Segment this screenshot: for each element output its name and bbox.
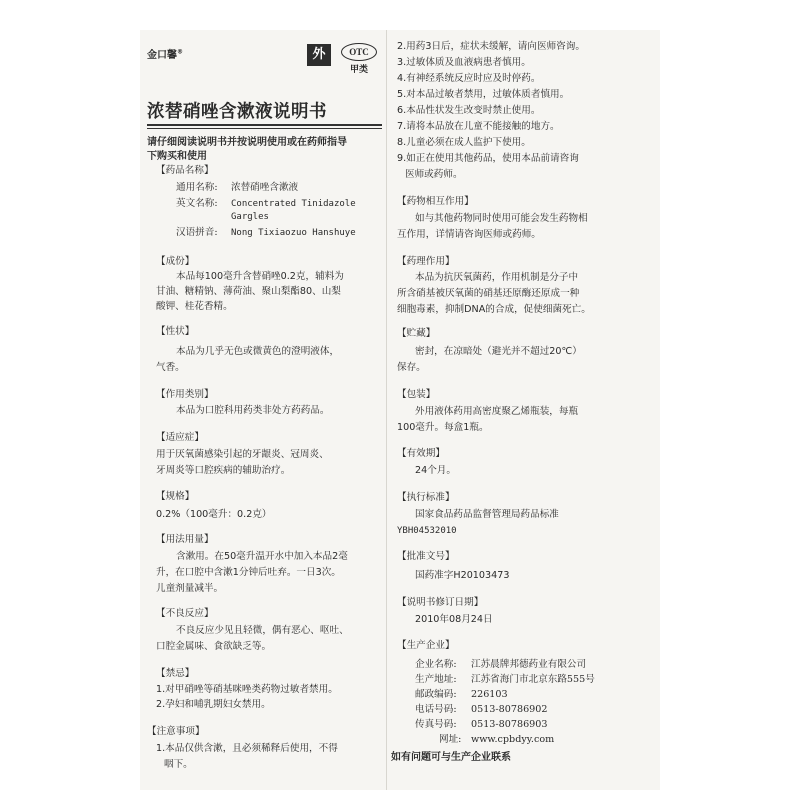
section-heading-appearance: 【性状】 [156, 326, 195, 337]
section-heading-manufacturer: 【生产企业】 [397, 640, 455, 651]
precaution-line: 6.本品性状发生改变时禁止使用。 [397, 105, 541, 116]
adverse-line: 口腔金属味、食欲缺乏等。 [156, 641, 272, 652]
english-name-label: 英文名称: [176, 198, 218, 209]
brand-name: 金口馨® [147, 48, 183, 61]
section-heading-category: 【作用类别】 [156, 389, 214, 400]
common-name-value: 浓替硝唑含漱液 [231, 182, 299, 193]
category-line: 本品为口腔科用药类非处方药药品。 [176, 405, 330, 416]
precaution-line: 3.过敏体质及血液病患者慎用。 [397, 57, 531, 68]
precaution-line: 咽下。 [164, 759, 193, 770]
precaution-line: 7.请将本品放在儿童不能接触的地方。 [397, 121, 560, 132]
validity-line: 24个月。 [415, 465, 456, 476]
standard-line: 国家食品药品监督管理局药品标准 [415, 509, 559, 520]
common-name-label: 通用名称: [176, 182, 218, 193]
section-heading-dosage: 【用法用量】 [156, 534, 214, 545]
precaution-line: 1.本品仅供含漱，且必须稀释后使用，不得 [156, 743, 338, 754]
precaution-line: 5.对本品过敏者禁用，过敏体质者慎用。 [397, 89, 570, 100]
section-heading-validity: 【有效期】 [397, 448, 445, 459]
package-line: 外用液体药用高密度聚乙烯瓶装，每瓶 [415, 406, 579, 417]
precaution-line: 医师或药师。 [405, 169, 463, 180]
composition-line: 甘油、糖精钠、薄荷油、聚山梨酯80、山梨 [156, 286, 341, 297]
section-heading-standard: 【执行标准】 [397, 492, 455, 503]
precaution-line: 4.有神经系统反应时应及时停药。 [397, 73, 541, 84]
indications-line: 牙周炎等口腔疾病的辅助治疗。 [156, 465, 291, 476]
storage-line: 保存。 [397, 362, 426, 373]
section-heading-specification: 【规格】 [156, 491, 195, 502]
contact-footer: 如有问题可与生产企业联系 [391, 752, 511, 763]
section-heading-approval: 【批准文号】 [397, 551, 455, 562]
title-rule [147, 124, 382, 126]
pinyin-label: 汉语拼音: [176, 227, 218, 238]
pharmacology-line: 细胞毒素，抑制DNA的合成，促使细菌死亡。 [397, 304, 591, 315]
composition-line: 酸钾、桂花香精。 [156, 301, 233, 312]
appearance-line: 本品为几乎无色或微黄色的澄明液体， [176, 346, 340, 357]
fax-value: 0513-80786903 [471, 719, 548, 730]
contraindication-line: 2.孕妇和哺乳期妇女禁用。 [156, 699, 271, 710]
precaution-line: 8.儿童必须在成人监护下使用。 [397, 137, 531, 148]
website-label: 网址: [439, 734, 462, 745]
section-heading-indications: 【适应症】 [156, 432, 204, 443]
section-heading-package: 【包装】 [397, 389, 436, 400]
notice-line-2: 下购买和使用 [147, 151, 207, 162]
address-label: 生产地址: [415, 674, 457, 685]
address-value: 江苏省海门市北京东路555号 [471, 674, 595, 685]
section-heading-interactions: 【药物相互作用】 [397, 196, 474, 207]
fold-line [386, 30, 387, 790]
contraindication-line: 1.对甲硝唑等硝基咪唑类药物过敏者禁用。 [156, 684, 338, 695]
interactions-line: 互作用，详情请咨询医师或药师。 [397, 229, 541, 240]
website-value: www.cpbdyy.com [471, 734, 555, 745]
company-name-label: 企业名称: [415, 659, 457, 670]
english-name-value-2: Gargles [231, 212, 269, 222]
appearance-line: 气香。 [156, 362, 185, 373]
company-name-value: 江苏晨牌邦德药业有限公司 [471, 659, 587, 670]
section-heading-precautions: 【注意事项】 [147, 726, 205, 737]
precaution-line: 9.如正在使用其他药品，使用本品前请咨询 [397, 153, 579, 164]
phone-label: 电话号码: [415, 704, 457, 715]
storage-line: 密封，在凉暗处（避光并不超过20℃） [415, 346, 582, 357]
fax-label: 传真号码: [415, 719, 457, 730]
external-use-badge: 外 [307, 44, 331, 66]
otc-badge: OTC [341, 43, 377, 61]
section-heading-revision: 【说明书修订日期】 [397, 597, 484, 608]
postcode-value: 226103 [471, 689, 508, 700]
precaution-line: 2.用药3日后，症状未缓解，请向医师咨询。 [397, 41, 585, 52]
section-heading-pharmacology: 【药理作用】 [397, 256, 455, 267]
adverse-line: 不良反应少见且轻微，偶有恶心、呕吐、 [176, 625, 349, 636]
document-title: 浓替硝唑含漱液说明书 [147, 102, 327, 122]
section-heading-composition: 【成份】 [156, 256, 195, 267]
section-heading-storage: 【贮藏】 [397, 328, 436, 339]
dosage-line: 含漱用。在50毫升温开水中加入本品2毫 [176, 551, 348, 562]
section-heading-adverse: 【不良反应】 [156, 608, 214, 619]
pinyin-value: Nong Tixiaozuo Hanshuye [231, 228, 356, 238]
otc-class-label: 甲类 [350, 65, 369, 75]
title-rule-thin [147, 128, 382, 129]
pharmacology-line: 本品为抗厌氧菌药，作用机制是分子中 [415, 272, 579, 283]
package-line: 100毫升。每盒1瓶。 [397, 422, 489, 433]
dosage-line: 升，在口腔中含漱1分钟后吐弃。一日3次。 [156, 567, 341, 578]
phone-value: 0513-80786902 [471, 704, 548, 715]
notice-line-1: 请仔细阅读说明书并按说明使用或在药师指导 [147, 137, 347, 148]
specification-line: 0.2%（100毫升：0.2克） [156, 509, 272, 520]
composition-line: 本品每100毫升含替硝唑0.2克，辅料为 [176, 271, 344, 282]
pharmacology-line: 所含硝基被厌氧菌的硝基还原酶还原成一种 [397, 288, 580, 299]
revision-date: 2010年08月24日 [415, 614, 493, 625]
indications-line: 用于厌氧菌感染引起的牙龈炎、冠周炎、 [156, 449, 329, 460]
approval-number: 国药准字H20103473 [415, 570, 510, 581]
dosage-line: 儿童剂量减半。 [156, 583, 224, 594]
standard-code: YBH04532010 [397, 526, 457, 536]
interactions-line: 如与其他药物同时使用可能会发生药物相 [415, 213, 588, 224]
section-heading-contraindications: 【禁忌】 [156, 668, 195, 679]
section-heading-drug-name: 【药品名称】 [156, 165, 214, 176]
postcode-label: 邮政编码: [415, 689, 457, 700]
english-name-value-1: Concentrated Tinidazole [231, 199, 356, 209]
